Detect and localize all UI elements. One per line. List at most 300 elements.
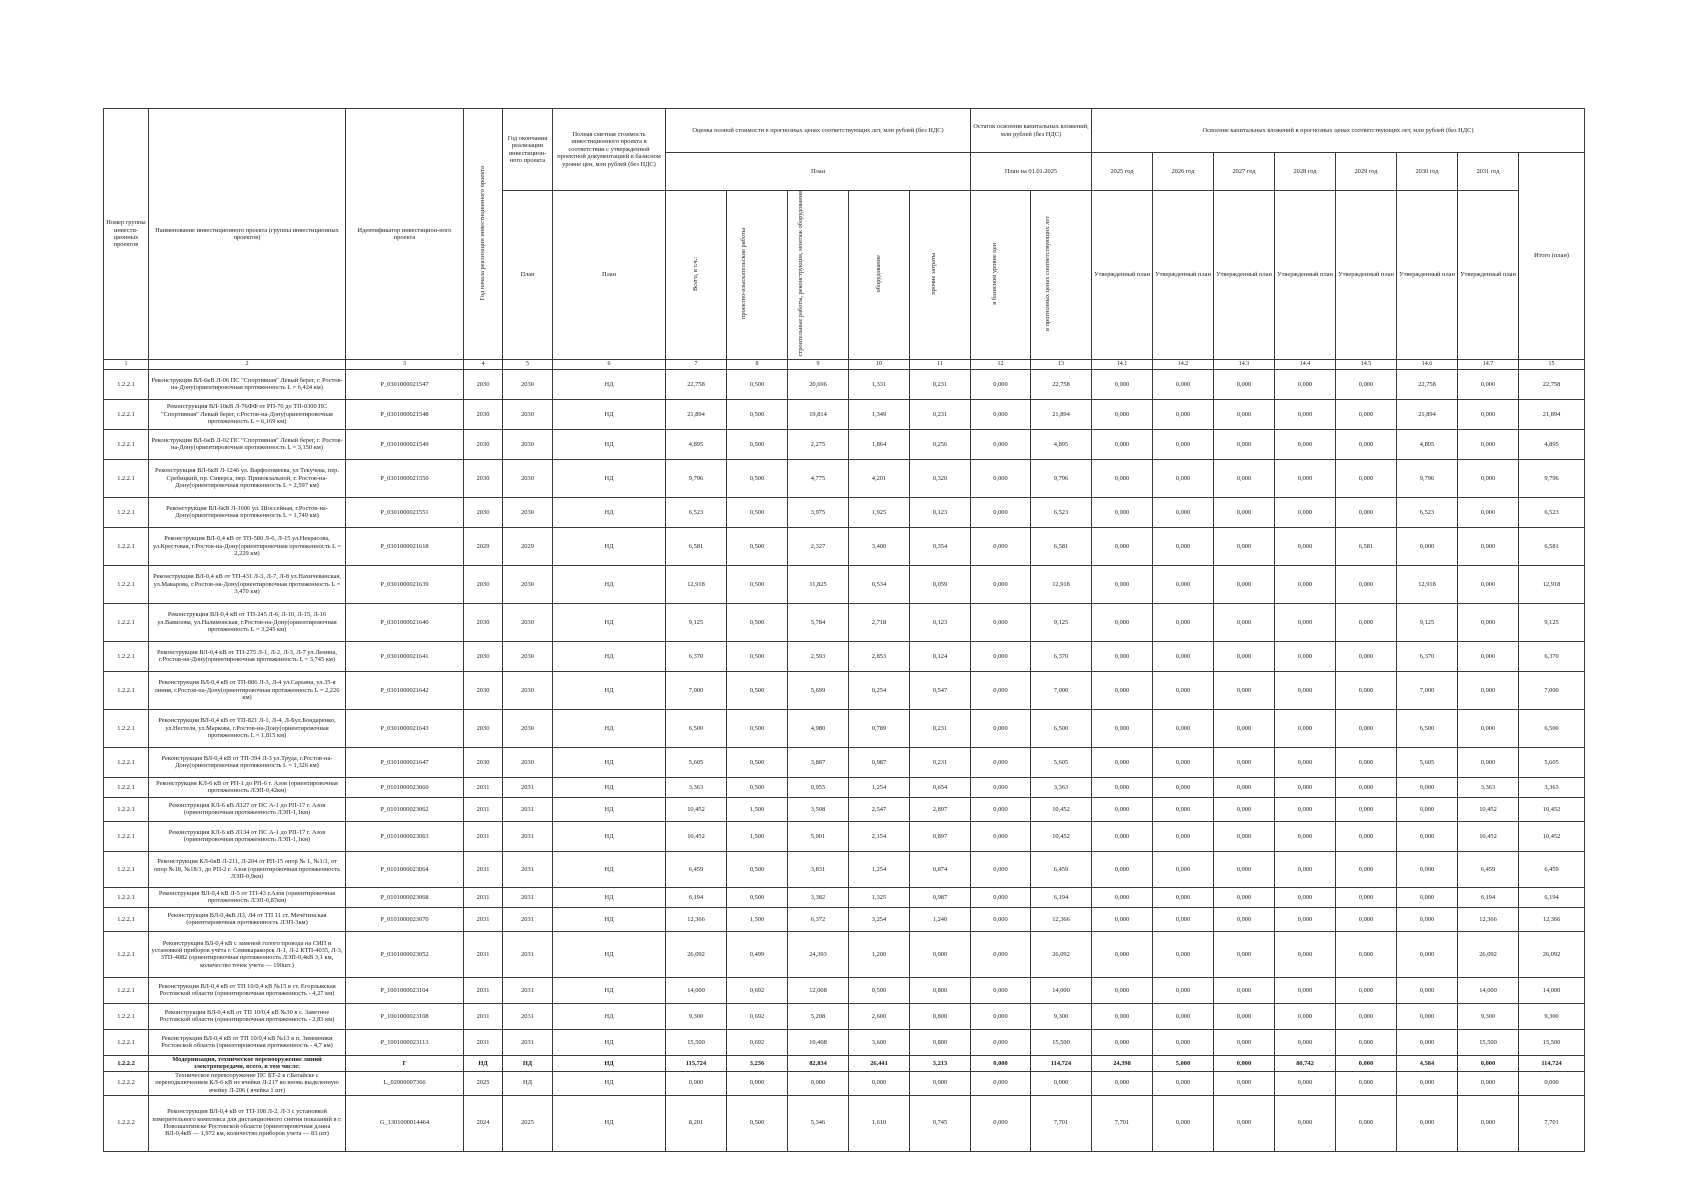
value-cell: 1,254: [849, 851, 910, 887]
value-cell: 0,000: [1092, 527, 1153, 565]
value-cell: 22,758: [1397, 369, 1458, 399]
value-cell: 0,000: [1092, 907, 1153, 931]
start-year-cell: 2024: [464, 1095, 503, 1151]
value-cell: 0,000: [1153, 369, 1214, 399]
value-cell: 0,000: [1458, 565, 1519, 603]
value-cell: 0,000: [1397, 931, 1458, 977]
value-cell: 0,000: [1092, 821, 1153, 851]
value-cell: 0,059: [910, 565, 971, 603]
col-sub-other: прочие затраты: [910, 191, 971, 360]
column-number: 4: [464, 359, 503, 369]
total-cell: 12,918: [1519, 565, 1585, 603]
value-cell: 2,897: [910, 797, 971, 821]
value-cell: 0,000: [1214, 1055, 1275, 1071]
value-cell: 0,500: [727, 709, 788, 747]
value-cell: 0,000: [1397, 1071, 1458, 1095]
table-row: [104, 821, 1585, 851]
start-year-cell: 2031: [464, 887, 503, 907]
column-number: 14.4: [1275, 359, 1336, 369]
estimate-cell: НД: [553, 497, 666, 527]
project-id-cell: P_0101000023070: [346, 907, 464, 931]
value-cell: 15,500: [666, 1029, 727, 1055]
project-name-cell: Реконструкция ВЛ-0,4 кВ от ТП-108 Л-2, Л-3 с установкой измерительного комплекса для дистанционного снятия показаний в г. Новошахтинске Ростовской области (ориентировочная длина ВЛ-0,4кВ — 1,972 км, количество приборов учета — 83 шт): [149, 1095, 346, 1151]
project-name-cell: Реконструкция КЛ-6 кВ от РП-1 до РП-6 г. Азов (ориентировочная протяженность ЛЭП-0,42км): [149, 777, 346, 797]
end-year-cell: 2031: [503, 1003, 553, 1029]
total-cell: 26,092: [1519, 931, 1585, 977]
value-cell: 0,000: [1153, 777, 1214, 797]
group-number-cell: 1.2.2.1: [104, 977, 149, 1003]
value-cell: 0,000: [1092, 565, 1153, 603]
value-cell: 0,000: [971, 429, 1031, 459]
end-year-cell: 2030: [503, 671, 553, 709]
value-cell: 0,124: [910, 641, 971, 671]
value-cell: 0,000: [1336, 399, 1397, 429]
value-cell: 0,000: [1214, 369, 1275, 399]
value-cell: 0,000: [1214, 709, 1275, 747]
value-cell: 0,000: [1458, 369, 1519, 399]
group-number-cell: 1.2.2.1: [104, 851, 149, 887]
value-cell: 0,000: [1092, 641, 1153, 671]
project-name-cell: Реконструкция ВЛ-6кВ Л-02 ПС "Спортивная" Левый берег, г. Ростов-на-Дону(ориентировочная протяженность L = 3,150 км): [149, 429, 346, 459]
value-cell: 0,000: [1336, 1071, 1397, 1095]
value-cell: 0,354: [910, 527, 971, 565]
value-cell: 3,382: [788, 887, 849, 907]
project-id-cell: P_1001000023113: [346, 1029, 464, 1055]
value-cell: 0,000: [971, 907, 1031, 931]
value-cell: 0,000: [1336, 459, 1397, 497]
value-cell: 6,581: [666, 527, 727, 565]
value-cell: 15,500: [1031, 1029, 1092, 1055]
value-cell: 0,692: [727, 1029, 788, 1055]
value-cell: 0,500: [727, 527, 788, 565]
end-year-cell: 2030: [503, 747, 553, 777]
table-row: [104, 977, 1585, 1003]
value-cell: 0,000: [1153, 527, 1214, 565]
estimate-cell: НД: [553, 1003, 666, 1029]
value-cell: 0,000: [1153, 603, 1214, 641]
column-number: 14.5: [1336, 359, 1397, 369]
value-cell: 10,452: [1458, 821, 1519, 851]
column-number: 14.1: [1092, 359, 1153, 369]
value-cell: 0,000: [1153, 1071, 1214, 1095]
group-number-cell: 1.2.2.1: [104, 797, 149, 821]
value-cell: 114,724: [1031, 1055, 1092, 1071]
column-number: 9: [788, 359, 849, 369]
value-cell: 0,000: [1092, 977, 1153, 1003]
start-year-cell: 2030: [464, 747, 503, 777]
value-cell: 0,000: [971, 603, 1031, 641]
end-year-cell: 2031: [503, 821, 553, 851]
value-cell: 6,459: [666, 851, 727, 887]
value-cell: 6,372: [788, 907, 849, 931]
value-cell: 3,363: [1458, 777, 1519, 797]
total-cell: 9,300: [1519, 1003, 1585, 1029]
value-cell: 0,000: [1397, 527, 1458, 565]
total-cell: 14,000: [1519, 977, 1585, 1003]
project-name-cell: Реконструкция ВЛ-0,4кВ Л3, Л4 от ТП 11 ст. Мечётинская (ориентировочная протяженность ЛЭП-3км): [149, 907, 346, 931]
table-row: [104, 459, 1585, 497]
estimate-cell: НД: [553, 1071, 666, 1095]
value-cell: 0,000: [1214, 887, 1275, 907]
col-estimate-plan: План: [553, 191, 666, 360]
project-id-cell: P_0301000021547: [346, 369, 464, 399]
value-cell: 7,000: [1397, 671, 1458, 709]
value-cell: 1,331: [849, 369, 910, 399]
value-cell: 4,895: [666, 429, 727, 459]
estimate-cell: НД: [553, 1095, 666, 1151]
col-year-2030: 2030 год: [1397, 153, 1458, 191]
end-year-cell: 2030: [503, 459, 553, 497]
estimate-cell: НД: [553, 565, 666, 603]
group-number-cell: 1.2.2.1: [104, 777, 149, 797]
table-row: [104, 565, 1585, 603]
project-name-cell: Реконструкция ВЛ-0,4 кВ от ТП 10/0,4 кВ №13 в п. Зимовники Ростовской области (ориентировочная протяженность - 4,7 км): [149, 1029, 346, 1055]
value-cell: 0,000: [1397, 1003, 1458, 1029]
project-id-cell: P_0101000023068: [346, 887, 464, 907]
value-cell: 9,300: [1031, 1003, 1092, 1029]
value-cell: 0,000: [1336, 1003, 1397, 1029]
value-cell: 0,789: [849, 709, 910, 747]
value-cell: 0,000: [971, 1029, 1031, 1055]
table-row: [104, 1071, 1585, 1095]
value-cell: 3,400: [849, 527, 910, 565]
table-row: [104, 369, 1585, 399]
project-id-cell: P_0301000021550: [346, 459, 464, 497]
value-cell: 0,231: [910, 709, 971, 747]
end-year-cell: 2031: [503, 797, 553, 821]
end-year-cell: 2031: [503, 1029, 553, 1055]
project-id-cell: P_0301000021641: [346, 641, 464, 671]
value-cell: 0,000: [1336, 821, 1397, 851]
value-cell: 12,366: [1458, 907, 1519, 931]
value-cell: 1,200: [849, 931, 910, 977]
value-cell: 0,000: [1214, 797, 1275, 821]
column-number-row: [104, 359, 1585, 369]
value-cell: 0,000: [1092, 931, 1153, 977]
value-cell: 10,452: [1458, 797, 1519, 821]
value-cell: 22,758: [666, 369, 727, 399]
value-cell: 0,000: [1153, 399, 1214, 429]
col-sub-base: в базисном уровне цен: [971, 191, 1031, 360]
column-number: 1: [104, 359, 149, 369]
value-cell: 0,000: [1275, 747, 1336, 777]
value-cell: 0,000: [1092, 603, 1153, 641]
value-cell: 11,825: [788, 565, 849, 603]
column-number: 10: [849, 359, 910, 369]
value-cell: 12,008: [788, 977, 849, 1003]
end-year-cell: НД: [503, 1071, 553, 1095]
group-number-cell: 1.2.2.1: [104, 1003, 149, 1029]
group-number-cell: 1.2.2.1: [104, 887, 149, 907]
table-row: [104, 1055, 1585, 1071]
total-cell: 3,363: [1519, 777, 1585, 797]
value-cell: 0,000: [1458, 1071, 1519, 1095]
total-cell: 12,366: [1519, 907, 1585, 931]
project-id-cell: G_1301000014464: [346, 1095, 464, 1151]
value-cell: 0,000: [1458, 429, 1519, 459]
value-cell: 0,123: [910, 603, 971, 641]
value-cell: 7,701: [1031, 1095, 1092, 1151]
value-cell: 0,000: [1153, 907, 1214, 931]
value-cell: 10,408: [788, 1029, 849, 1055]
total-cell: 9,125: [1519, 603, 1585, 641]
value-cell: 0,000: [1336, 887, 1397, 907]
column-number: 13: [1031, 359, 1092, 369]
value-cell: 0,000: [1336, 931, 1397, 977]
value-cell: 12,918: [666, 565, 727, 603]
value-cell: 0,500: [727, 565, 788, 603]
value-cell: 0,000: [1214, 497, 1275, 527]
col-year-2027: 2027 год: [1214, 153, 1275, 191]
value-cell: 22,758: [1031, 369, 1092, 399]
value-cell: 0,000: [971, 977, 1031, 1003]
table-row: [104, 797, 1585, 821]
value-cell: 2,154: [849, 821, 910, 851]
value-cell: 0,000: [1275, 459, 1336, 497]
project-name-cell: Реконструкция КЛ-6 кВ Л127 от ПС А-1 до РП-17 г. Азов (ориентировочная протяженность ЛЭП-1,1км): [149, 797, 346, 821]
start-year-cell: 2030: [464, 369, 503, 399]
value-cell: 0,000: [1214, 851, 1275, 887]
value-cell: 0,000: [971, 497, 1031, 527]
project-id-cell: P_0301000021551: [346, 497, 464, 527]
col-year-2031: 2031 год: [1458, 153, 1519, 191]
value-cell: 0,000: [1214, 777, 1275, 797]
value-cell: 0,000: [1153, 977, 1214, 1003]
value-cell: 0,000: [1275, 931, 1336, 977]
col-approved-2031: Утвержденный план: [1458, 191, 1519, 360]
value-cell: 0,000: [1153, 565, 1214, 603]
value-cell: 0,000: [788, 1071, 849, 1095]
value-cell: 0,320: [910, 459, 971, 497]
column-number: 15: [1519, 359, 1585, 369]
value-cell: 0,000: [971, 1095, 1031, 1151]
value-cell: 4,584: [1397, 1055, 1458, 1071]
project-id-cell: P_0301000021640: [346, 603, 464, 641]
value-cell: 3,600: [849, 1029, 910, 1055]
group-number-cell: 1.2.2.1: [104, 747, 149, 777]
estimate-cell: НД: [553, 931, 666, 977]
value-cell: 6,523: [666, 497, 727, 527]
value-cell: 0,000: [1397, 821, 1458, 851]
value-cell: 0,000: [1397, 1029, 1458, 1055]
value-cell: 0,500: [727, 603, 788, 641]
value-cell: 0,000: [1214, 671, 1275, 709]
project-id-cell: Г: [346, 1055, 464, 1071]
end-year-cell: 2031: [503, 777, 553, 797]
end-year-cell: 2030: [503, 497, 553, 527]
value-cell: 0,000: [1214, 977, 1275, 1003]
estimate-cell: НД: [553, 399, 666, 429]
value-cell: 0,000: [971, 1055, 1031, 1071]
group-number-cell: 1.2.2.1: [104, 399, 149, 429]
project-id-cell: P_0301000021643: [346, 709, 464, 747]
column-number: 6: [553, 359, 666, 369]
start-year-cell: 2030: [464, 399, 503, 429]
value-cell: 0,000: [1397, 797, 1458, 821]
column-number: 7: [666, 359, 727, 369]
estimate-cell: НД: [553, 641, 666, 671]
value-cell: 0,000: [1153, 1029, 1214, 1055]
value-cell: 0,000: [971, 777, 1031, 797]
value-cell: 0,800: [910, 1029, 971, 1055]
value-cell: 21,894: [1397, 399, 1458, 429]
value-cell: 0,000: [1336, 851, 1397, 887]
value-cell: 0,000: [1214, 429, 1275, 459]
col-year-2025: 2025 год: [1092, 153, 1153, 191]
project-name-cell: Реконструкция ВЛ-0,4 кВ с заменой голого провода на СИП и установкой приборов учёта г. Семикаракорск Л-1, Л-2 КТП-4035, Л-3, ЗТП-4082 (ориентировочная протяженность ЛЭП-0,4кВ 3,1 км, количество точек учета — 190шт.): [149, 931, 346, 977]
value-cell: 0,000: [1458, 1095, 1519, 1151]
start-year-cell: 2030: [464, 709, 503, 747]
value-cell: 9,125: [666, 603, 727, 641]
value-cell: 14,000: [1458, 977, 1519, 1003]
value-cell: 0,000: [1092, 1003, 1153, 1029]
value-cell: 0,000: [1275, 821, 1336, 851]
table-row: [104, 907, 1585, 931]
end-year-cell: 2030: [503, 429, 553, 459]
start-year-cell: 2030: [464, 641, 503, 671]
table-row: [104, 641, 1585, 671]
value-cell: 0,500: [727, 429, 788, 459]
value-cell: 0,897: [910, 821, 971, 851]
total-cell: 10,452: [1519, 797, 1585, 821]
value-cell: 5,901: [788, 821, 849, 851]
value-cell: 0,000: [1214, 641, 1275, 671]
table-row: [104, 1029, 1585, 1055]
col-sub-smr: строительные работы, реконструкция, монтаж оборудования: [788, 191, 849, 360]
estimate-cell: НД: [553, 907, 666, 931]
value-cell: 0,000: [1275, 797, 1336, 821]
value-cell: 9,796: [1031, 459, 1092, 497]
project-name-cell: Реконструкция ВЛ-0,4 кВ от ТП-580 Л-6, Л-15 ул.Некрасова, ул.Крестовая, г.Ростов-на-Дону(ориентировочная протяженность L = 2,229 км): [149, 527, 346, 565]
project-name-cell: Реконструкция ВЛ-0,4 кВ от ТП-394 Л-3 ул.Труда, г.Ростов-на-Дону(ориентировочная протяженность L = 1,326 км): [149, 747, 346, 777]
value-cell: 0,000: [1458, 709, 1519, 747]
value-cell: 0,000: [1336, 977, 1397, 1003]
value-cell: 0,000: [971, 671, 1031, 709]
project-id-cell: P_0301000021647: [346, 747, 464, 777]
value-cell: 0,547: [910, 671, 971, 709]
group-number-cell: 1.2.2.1: [104, 497, 149, 527]
col-plan-on-date: План на 01.01.2025: [971, 153, 1092, 191]
total-cell: 15,500: [1519, 1029, 1585, 1055]
value-cell: 6,194: [1031, 887, 1092, 907]
column-number: 5: [503, 359, 553, 369]
group-number-cell: 1.2.2.1: [104, 1029, 149, 1055]
estimate-cell: НД: [553, 1029, 666, 1055]
end-year-cell: 2029: [503, 527, 553, 565]
value-cell: 0,000: [1275, 777, 1336, 797]
estimate-cell: НД: [553, 797, 666, 821]
value-cell: 0,000: [1214, 821, 1275, 851]
estimate-cell: НД: [553, 709, 666, 747]
value-cell: 0,000: [1153, 1095, 1214, 1151]
value-cell: 9,796: [666, 459, 727, 497]
project-id-cell: P_0101000023064: [346, 851, 464, 887]
project-name-cell: Реконструкция КЛ-6 кВ Л134 от ПС А-1 до РП-17 г. Азов (ориентировочная протяженность ЛЭП-1,1км): [149, 821, 346, 851]
end-year-cell: 2030: [503, 565, 553, 603]
value-cell: 3,975: [788, 497, 849, 527]
value-cell: 0,000: [971, 527, 1031, 565]
start-year-cell: 2031: [464, 1003, 503, 1029]
value-cell: 6,581: [1336, 527, 1397, 565]
value-cell: 0,000: [971, 1003, 1031, 1029]
end-year-cell: 2030: [503, 641, 553, 671]
value-cell: 14,000: [1031, 977, 1092, 1003]
value-cell: 12,366: [1031, 907, 1092, 931]
project-id-cell: P_0301000021618: [346, 527, 464, 565]
table-row: [104, 709, 1585, 747]
value-cell: 0,000: [1214, 1095, 1275, 1151]
value-cell: 0,000: [1092, 1029, 1153, 1055]
estimate-cell: НД: [553, 777, 666, 797]
value-cell: 5,784: [788, 603, 849, 641]
value-cell: 0,500: [727, 399, 788, 429]
group-number-cell: 1.2.2.1: [104, 821, 149, 851]
value-cell: 0,000: [1092, 399, 1153, 429]
total-cell: 0,000: [1519, 1071, 1585, 1095]
value-cell: 0,000: [1336, 1095, 1397, 1151]
start-year-cell: 2030: [464, 459, 503, 497]
value-cell: 0,000: [1092, 459, 1153, 497]
value-cell: 6,370: [1031, 641, 1092, 671]
value-cell: 24,398: [1092, 1055, 1153, 1071]
total-cell: 6,581: [1519, 527, 1585, 565]
estimate-cell: НД: [553, 1055, 666, 1071]
estimate-cell: НД: [553, 369, 666, 399]
value-cell: 0,123: [910, 497, 971, 527]
value-cell: 0,000: [1153, 459, 1214, 497]
value-cell: 0,000: [1336, 671, 1397, 709]
end-year-cell: 2030: [503, 603, 553, 641]
value-cell: 0,000: [1336, 907, 1397, 931]
start-year-cell: НД: [464, 1055, 503, 1071]
project-name-cell: Реконструкция ВЛ-10кВ Л-76ФФ от РП-76 до ТП-0300 ПС "Спортивная" Левый берег, г.Ростов-на-Дону(ориентировочная протяженность L = 6,169 км): [149, 399, 346, 429]
value-cell: 0,000: [1458, 747, 1519, 777]
end-year-cell: 2031: [503, 851, 553, 887]
value-cell: 0,000: [1275, 1029, 1336, 1055]
value-cell: 0,000: [1214, 1003, 1275, 1029]
value-cell: 0,000: [971, 565, 1031, 603]
value-cell: 0,000: [1275, 369, 1336, 399]
start-year-cell: 2031: [464, 907, 503, 931]
value-cell: 0,000: [1092, 671, 1153, 709]
value-cell: 0,000: [1275, 641, 1336, 671]
value-cell: 0,256: [910, 429, 971, 459]
value-cell: 0,231: [910, 369, 971, 399]
total-cell: 7,000: [1519, 671, 1585, 709]
start-year-cell: 2031: [464, 977, 503, 1003]
column-number: 12: [971, 359, 1031, 369]
start-year-cell: 2031: [464, 777, 503, 797]
value-cell: 0,000: [1275, 565, 1336, 603]
col-sub-forecast: в прогнозных ценах соответствующих лет: [1031, 191, 1092, 360]
total-cell: 4,895: [1519, 429, 1585, 459]
value-cell: 9,300: [666, 1003, 727, 1029]
value-cell: 0,000: [1397, 1095, 1458, 1151]
value-cell: 0,000: [1153, 497, 1214, 527]
value-cell: 0,800: [910, 1003, 971, 1029]
value-cell: 0,000: [1092, 497, 1153, 527]
value-cell: 0,500: [727, 641, 788, 671]
col-approved-2029: Утвержденный план: [1336, 191, 1397, 360]
value-cell: 0,000: [666, 1071, 727, 1095]
col-sub-pir: проектно-изыскательские работы: [727, 191, 788, 360]
end-year-cell: 2031: [503, 931, 553, 977]
value-cell: 0,254: [849, 671, 910, 709]
col-total: Итого (план): [1519, 153, 1585, 360]
value-cell: 9,125: [1031, 603, 1092, 641]
project-name-cell: Реконструкция КЛ-6кВ Л-211, Л-204 от РП-15 опор № 1, №1/1, от опор №18, №18/1, до РП-2 г. Азов (ориентировочная протяженность ЛЭП-0,9км): [149, 851, 346, 887]
value-cell: 0,000: [1153, 887, 1214, 907]
